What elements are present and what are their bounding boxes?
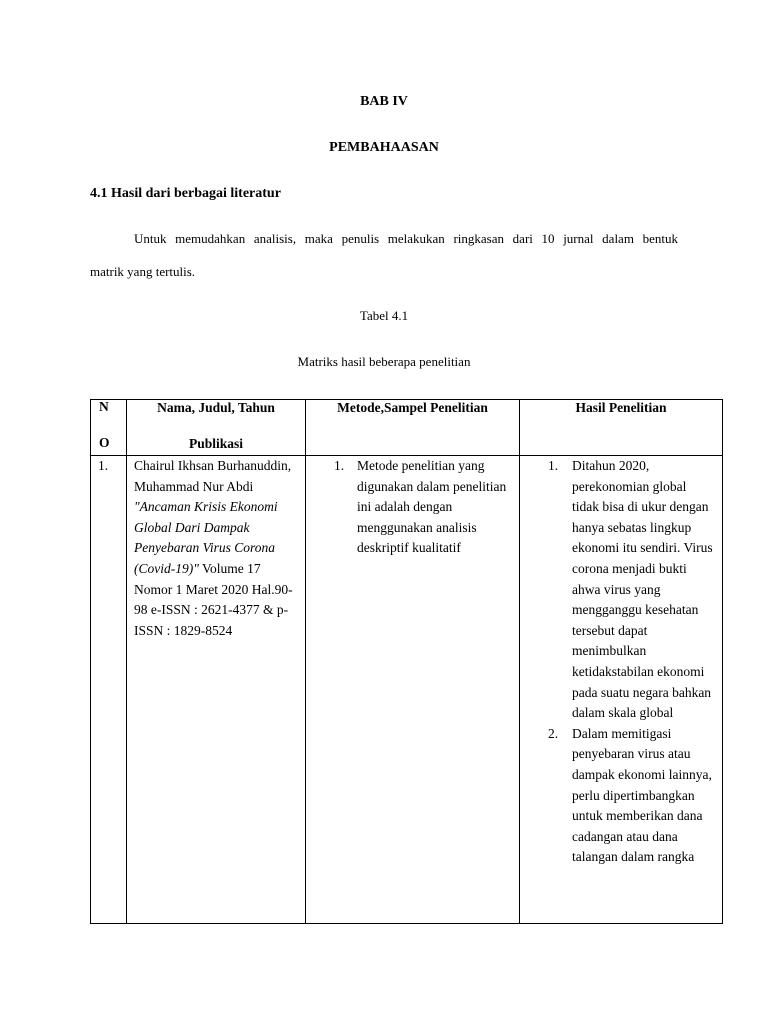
result-item: [548, 456, 714, 724]
table-number: Tabel 4.1: [359, 308, 409, 323]
header-method: [306, 400, 520, 456]
paragraph-line-1: [90, 231, 678, 247]
result-item-text: Dalam memitigasi penyebaran virus atau dampak ekonomi lainnya, perlu dipertimbangkan untuk memberikan dana cadangan atau dana talangan dalam rangka: [572, 725, 712, 865]
table-header-row: [91, 400, 723, 456]
chapter-heading: BAB IV: [360, 94, 408, 109]
header-result-label: Hasil Penelitian: [575, 400, 667, 415]
header-name: [127, 400, 306, 456]
result-item-number: 1.: [548, 458, 559, 473]
method-list: [306, 456, 519, 559]
header-method-label: Metode,Sampel Penelitian: [337, 400, 488, 415]
header-result: [520, 400, 723, 456]
result-item-number: 2.: [548, 725, 559, 741]
header-no-line1: N: [99, 399, 109, 414]
publication-details: Volume 17 Nomor 1 Maret 2020 Hal.90-98 e-ISSN : 2621-4377 & p-ISSN : 1829-8524: [134, 560, 293, 638]
cell-result: [520, 456, 723, 924]
article-title: "Ancaman Krisis Ekonomi Global Dari Dampak Penyebaran Virus Corona (Covid-19)": [134, 499, 278, 576]
cell-name-title: [127, 456, 306, 924]
chapter-title: PEMBAHAASAN: [329, 140, 439, 155]
header-no: [91, 400, 127, 456]
cell-no: 1.: [91, 456, 127, 924]
method-item-number: 1.: [334, 458, 345, 473]
method-item-text: Metode penelitian yang digunakan dalam penelitian ini adalah dengan menggunakan analisis deskriptif kualitatif: [357, 458, 507, 556]
header-name-line1: Nama, Judul, Tahun: [157, 400, 275, 415]
result-item-text: Ditahun 2020, perekonomian global tidak bisa di ukur dengan hanya sebatas lingkup ekonomi itu sendiri. Virus corona menjadi bukti ahwa virus yang mengganggu kesehatan tersebut dapat menimbulkan ketidakstabilan ekonomi pada suatu negara bahkan dalam skala global: [572, 458, 713, 721]
header-name-line2: Publikasi: [188, 436, 244, 451]
cell-method: [306, 456, 520, 924]
header-no-line2: O: [99, 435, 110, 450]
paragraph-text-1: Untuk memudahkan analisis, maka penulis melakukan ringkasan dari 10 jurnal dalam bentuk: [134, 231, 678, 246]
result-item: [548, 724, 714, 868]
table-row: [91, 456, 723, 924]
result-list: [520, 456, 722, 868]
authors: Chairul Ikhsan Burhanuddin, Muhammad Nur Abdi: [134, 458, 292, 494]
section-heading: 4.1 Hasil dari berbagai literatur: [90, 186, 281, 201]
method-item: [334, 456, 511, 559]
table-caption: Matriks hasil beberapa penelitian: [297, 354, 471, 369]
paragraph-line-2: matrik yang tertulis.: [90, 264, 196, 279]
research-matrix-table: [90, 399, 723, 924]
